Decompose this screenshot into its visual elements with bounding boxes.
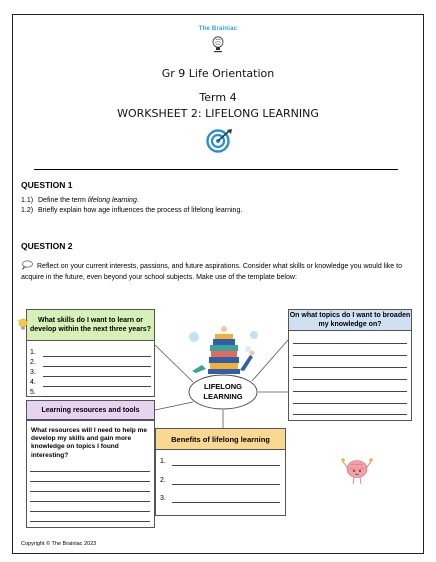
lightbulb-icon (17, 318, 29, 332)
skills-number: 1. (30, 349, 36, 356)
skills-number: 3. (30, 369, 36, 376)
subject-title: Gr 9 Life Orientation (161, 67, 275, 80)
skills-number: 2. (30, 359, 36, 366)
answer-line[interactable] (293, 343, 407, 344)
question1-item: 1.1) Define the term lifelong learning. (21, 197, 139, 204)
brain-character-icon (340, 455, 374, 489)
answer-line[interactable] (293, 355, 407, 356)
answer-line[interactable] (172, 502, 280, 503)
term-title: Term 4 (199, 91, 237, 104)
answer-line[interactable] (293, 414, 407, 415)
skills-number: 5. (30, 389, 36, 396)
resources-header: Learning resources and tools (26, 400, 155, 420)
answer-line[interactable] (293, 367, 407, 368)
benefits-number: 1. (160, 458, 166, 465)
answer-line[interactable] (43, 396, 151, 397)
answer-line[interactable] (43, 386, 151, 387)
center-label: LIFELONG LEARNING (203, 382, 243, 401)
answer-line[interactable] (293, 391, 407, 392)
answer-line[interactable] (30, 501, 150, 502)
topics-header: On what topics do I want to broaden my knowledge on? (288, 309, 412, 331)
resources-question: What resources will I need to help me develop my skills and gain more knowledge on topics I found interesting? (31, 427, 147, 459)
answer-line[interactable] (293, 379, 407, 380)
books-stack-icon (178, 325, 268, 375)
question1-heading: QUESTION 1 (21, 180, 73, 190)
answer-line[interactable] (172, 465, 280, 466)
worksheet-title: WORKSHEET 2: LIFELONG LEARNING (117, 107, 319, 120)
answer-line[interactable] (172, 484, 280, 485)
brand-name: The Brainiac (198, 26, 238, 32)
answer-line[interactable] (30, 471, 150, 472)
answer-line[interactable] (43, 366, 151, 367)
answer-line[interactable] (43, 376, 151, 377)
skills-number: 4. (30, 379, 36, 386)
benefits-number: 2. (160, 477, 166, 484)
benefits-number: 3. (160, 495, 166, 502)
copyright: Copyright © The Brainiac 2023 (21, 541, 97, 547)
question2-heading: QUESTION 2 (21, 241, 73, 251)
answer-line[interactable] (30, 521, 150, 522)
benefits-header: Benefits of lifelong learning (155, 428, 286, 450)
answer-line[interactable] (30, 481, 150, 482)
answer-line[interactable] (293, 403, 407, 404)
skills-header: What skills do I want to learn or develop within the next three years? (26, 309, 155, 341)
answer-line[interactable] (43, 356, 151, 357)
question2-instruction: Reflect on your current interests, passions, and future aspirations. Consider what skills or knowledge you would like to acquire in the future, even beyond your school subjects. Make use of the template below: (21, 263, 402, 281)
question1-item: 1.2) Briefly explain how age influences the process of lifelong learning. (21, 207, 243, 214)
answer-line[interactable] (30, 511, 150, 512)
answer-line[interactable] (30, 491, 150, 492)
